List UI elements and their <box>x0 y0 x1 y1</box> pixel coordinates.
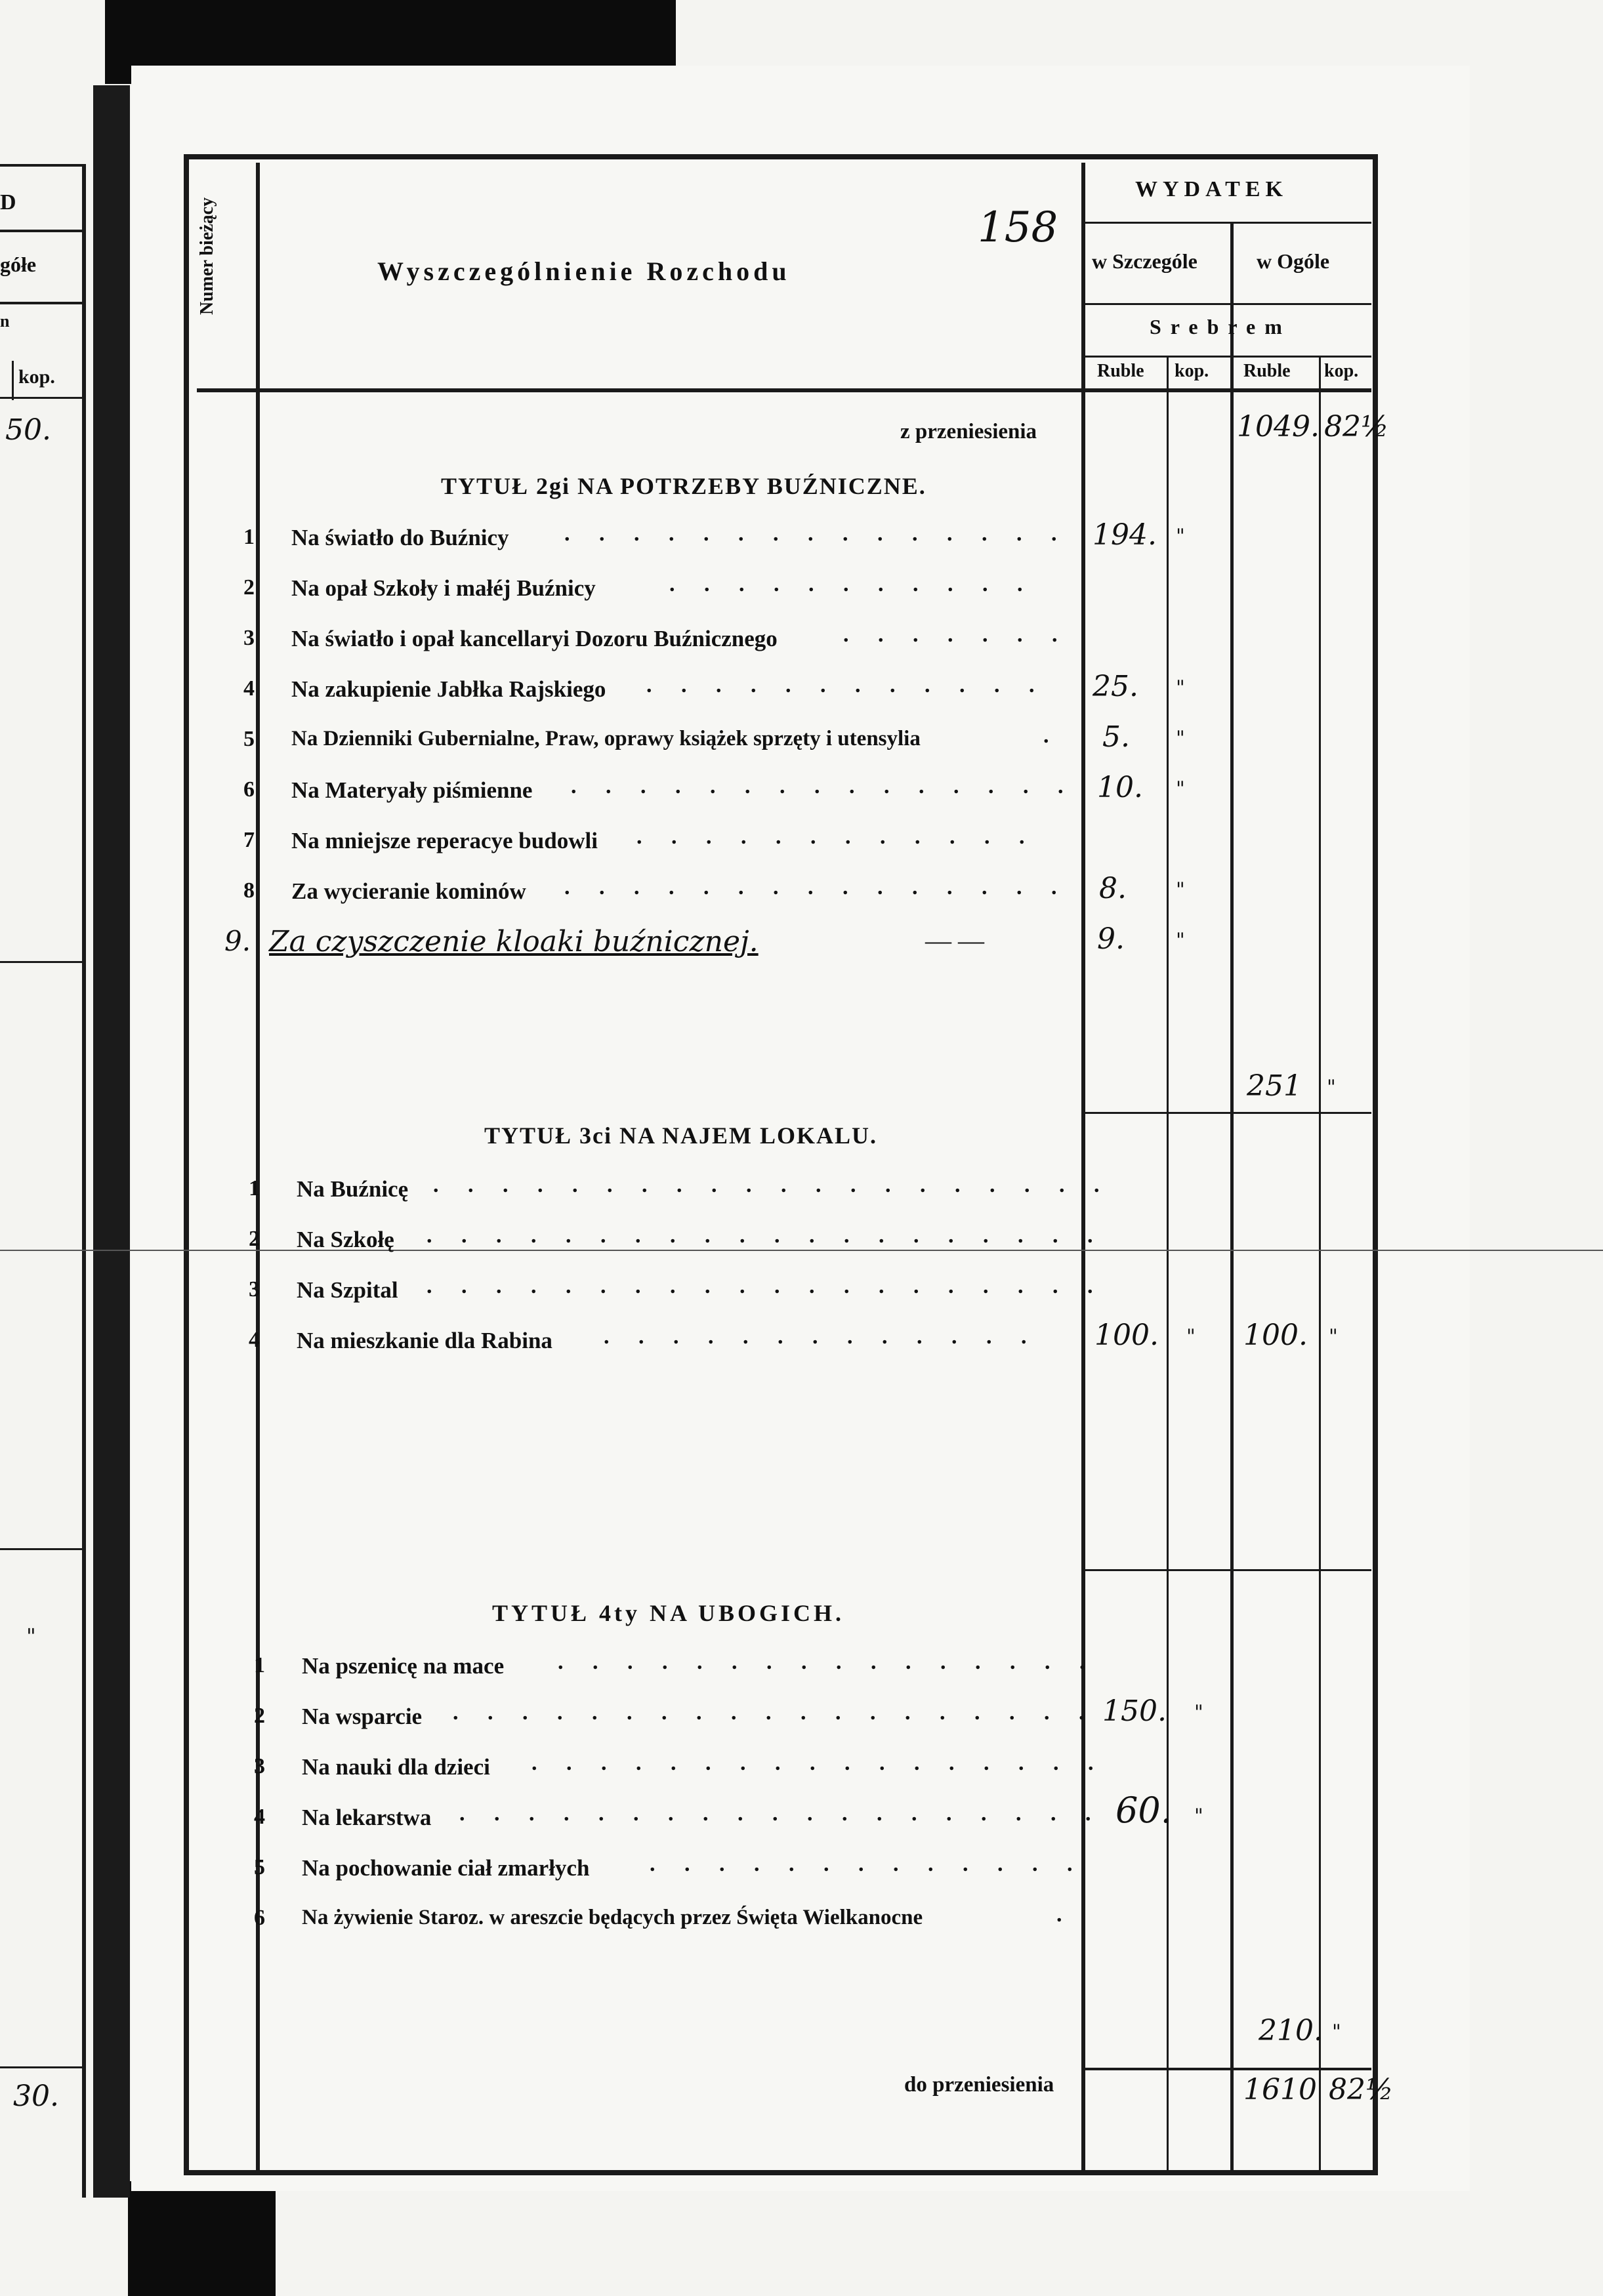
item-rub: 25. <box>1093 670 1138 703</box>
item-text: Na pszenicę na mace <box>302 1653 505 1679</box>
section4-total-kop: " <box>1332 2020 1341 2043</box>
item-rub: 194. <box>1093 518 1157 552</box>
left-entry-mid: " <box>26 1624 36 1649</box>
item-text: Na Szkołę <box>297 1227 394 1252</box>
col-total-line <box>1230 223 1234 2170</box>
dot-leader: . . . . . . . . . . . . . . . . <box>558 1650 1097 1674</box>
item-text: Na pochowanie ciał zmarłych <box>302 1855 590 1881</box>
item-text: Na światło do Buźnicy <box>291 525 509 550</box>
item-text: Za wycieranie kominów <box>291 878 526 904</box>
section2-total-kop: " <box>1327 1076 1336 1099</box>
header-rule <box>197 388 1371 392</box>
dot-leader: . . . . . . . . . . . . . <box>650 1852 1085 1876</box>
rub2-header: Ruble <box>1243 361 1291 381</box>
expense-header: WYDATEK <box>1135 177 1288 201</box>
frame-bottom <box>184 2170 1378 2175</box>
item-text: Na Dzienniki Gubernialne, Praw, oprawy książek sprzęty i utensylia <box>291 727 921 750</box>
left-header-small: n <box>0 312 10 331</box>
column-number-header: Numer bieżący <box>197 197 217 315</box>
item-number: 3 <box>249 1277 260 1302</box>
item-number: 2 <box>254 1704 265 1728</box>
item-kop: " <box>1194 1805 1203 1828</box>
item-kop: " <box>1176 676 1185 699</box>
dot-leader: . . . . . . . . . . . . . <box>604 1324 1039 1349</box>
item-kop: " <box>1194 1701 1203 1724</box>
left-header-unit: kop. <box>18 366 55 388</box>
kop2-header: kop. <box>1324 361 1359 381</box>
item-number: 3 <box>243 626 255 650</box>
dot-leader: . . . . . . . . . . . . . . . . . . . . <box>427 1274 1105 1298</box>
section2-total-rub: 251 <box>1247 1069 1302 1103</box>
left-page <box>0 85 98 2198</box>
dot-leader: . . . . . . . . . . . . . . . . . . . . <box>433 1173 1112 1197</box>
item-number: 3 <box>254 1754 265 1778</box>
col-kop2-line <box>1319 358 1321 2170</box>
item-kop: " <box>1176 777 1185 800</box>
dot-leader: . . . . . . . . . . . . . . . . . . . . <box>427 1223 1105 1248</box>
carry-in-kop: 82½ <box>1324 410 1389 443</box>
item-kop: " <box>1176 929 1185 952</box>
item-text: Na żywienie Staroz. w areszcie będących przez Święta Wielkanocne <box>302 1906 923 1929</box>
item-number: 6 <box>254 1906 265 1930</box>
left-header-letter: D <box>0 190 16 215</box>
item-number: 5 <box>254 1855 265 1879</box>
item-number: 4 <box>249 1328 260 1352</box>
section3-total-kop: " <box>1329 1325 1338 1348</box>
dot-leader: . . . . . . . . . . . . . . . <box>571 774 1075 798</box>
item-rub: 150. <box>1102 1694 1167 1728</box>
section2-total-line <box>1085 1112 1371 1114</box>
item-text: Na Szpital <box>297 1277 398 1303</box>
item-rub: 9. <box>1097 922 1125 956</box>
item-text: Na Buźnicę <box>297 1176 409 1202</box>
item-text: Na mniejsze reperacye budowli <box>291 828 598 853</box>
dot-leader: . . . . . . . . . . . . . . . . . . . <box>453 1700 1096 1725</box>
item-number: 4 <box>243 676 255 701</box>
dot-leader: . . . . . . . . . . . . . . . . . <box>531 1751 1106 1775</box>
item-text: Na wsparcie <box>302 1704 423 1729</box>
dot-leader: . . . . . . . . . . . <box>669 572 1035 596</box>
item-number: 8 <box>243 878 255 903</box>
carry-out-rub: 1610 <box>1243 2073 1317 2106</box>
section4-title: TYTUŁ 4ty NA UBOGICH. <box>492 1600 845 1626</box>
item-number: 7 <box>243 828 255 852</box>
item-text: Na opał Szkoły i małéj Buźnicy <box>291 575 596 601</box>
item-number: 2 <box>243 575 255 600</box>
item-text: Na nauki dla dzieci <box>302 1754 490 1780</box>
kop1-header: kop. <box>1175 361 1209 381</box>
item-kop: " <box>1176 727 1185 750</box>
scan-edge-bottom <box>128 2181 276 2296</box>
carry-out-line <box>1085 2068 1371 2070</box>
item-rub: 60. <box>1115 1790 1172 1831</box>
page-number: 158 <box>978 203 1058 252</box>
frame-left <box>184 154 189 2175</box>
item-rub: 8. <box>1099 872 1127 905</box>
dot-leader: . <box>1043 724 1049 748</box>
left-entry-top: 50. <box>5 413 51 447</box>
section3-title: TYTUŁ 3ci NA NAJEM LOKALU. <box>484 1122 878 1149</box>
dash-leader: — — <box>925 926 984 955</box>
frame-top <box>184 154 1378 159</box>
section3-total-rub: 100. <box>1243 1319 1308 1352</box>
item-kop: " <box>1176 525 1185 548</box>
carry-out-kop: 82½ <box>1329 2073 1394 2106</box>
item-text: Na Materyały piśmienne <box>291 777 533 803</box>
dot-leader: . <box>1056 1902 1062 1927</box>
column-title: Wyszczególnienie Rozchodu <box>377 256 791 286</box>
section4-total-rub: 210. <box>1259 2014 1323 2047</box>
in-detail-header: w Szczególe <box>1092 249 1197 273</box>
carry-in-rub: 1049. <box>1237 410 1320 443</box>
left-entry-bottom: 30. <box>13 2080 59 2113</box>
frame-right <box>1373 154 1378 2175</box>
item-rub: 5. <box>1102 720 1130 754</box>
section3-total-line <box>1085 1569 1371 1571</box>
currency-header: Srebrem <box>1150 315 1291 338</box>
in-total-header: w Ogóle <box>1257 249 1330 273</box>
item-text: Za czyszczenie kloaki buźnicznej. <box>269 925 759 958</box>
item-kop: " <box>1186 1325 1196 1348</box>
rub1-header: Ruble <box>1097 361 1144 381</box>
left-header-word: gółe <box>0 253 37 276</box>
item-number: 1 <box>243 525 255 549</box>
dot-leader: . . . . . . . . . . . . <box>636 825 1037 849</box>
item-number: 1 <box>249 1176 260 1200</box>
col-kop1-line <box>1167 358 1169 2170</box>
item-rub: 10. <box>1097 771 1143 804</box>
item-number: 1 <box>254 1653 265 1677</box>
carry-out-label: do przeniesienia <box>904 2073 1054 2097</box>
item-text: Na mieszkanie dla Rabina <box>297 1328 552 1353</box>
item-number: 6 <box>243 777 255 802</box>
page-gutter <box>93 85 130 2198</box>
dot-leader: . . . . . . . . . . . . <box>646 673 1047 697</box>
item-number: 5 <box>243 727 255 751</box>
item-number: 4 <box>254 1805 265 1829</box>
carry-in-label: z przeniesienia <box>900 420 1037 443</box>
item-text: Na światło i opał kancellaryi Dozoru Buźnicznego <box>291 626 778 651</box>
item-rub: 100. <box>1094 1319 1159 1352</box>
dot-leader: . . . . . . . <box>843 623 1070 647</box>
section2-title: TYTUŁ 2gi NA POTRZEBY BUŹNICZNE. <box>441 473 926 499</box>
item-text: Na lekarstwa <box>302 1805 432 1830</box>
item-kop: " <box>1176 878 1185 901</box>
dot-leader: . . . . . . . . . . . . . . . <box>564 522 1069 546</box>
item-number: 9. <box>224 925 251 957</box>
dot-leader: . . . . . . . . . . . . . . . . . . . <box>459 1801 1103 1826</box>
dot-leader: . . . . . . . . . . . . . . . <box>564 875 1069 899</box>
item-text: Na zakupienie Jabłka Rajskiego <box>291 676 606 702</box>
item-number: 2 <box>249 1227 260 1251</box>
